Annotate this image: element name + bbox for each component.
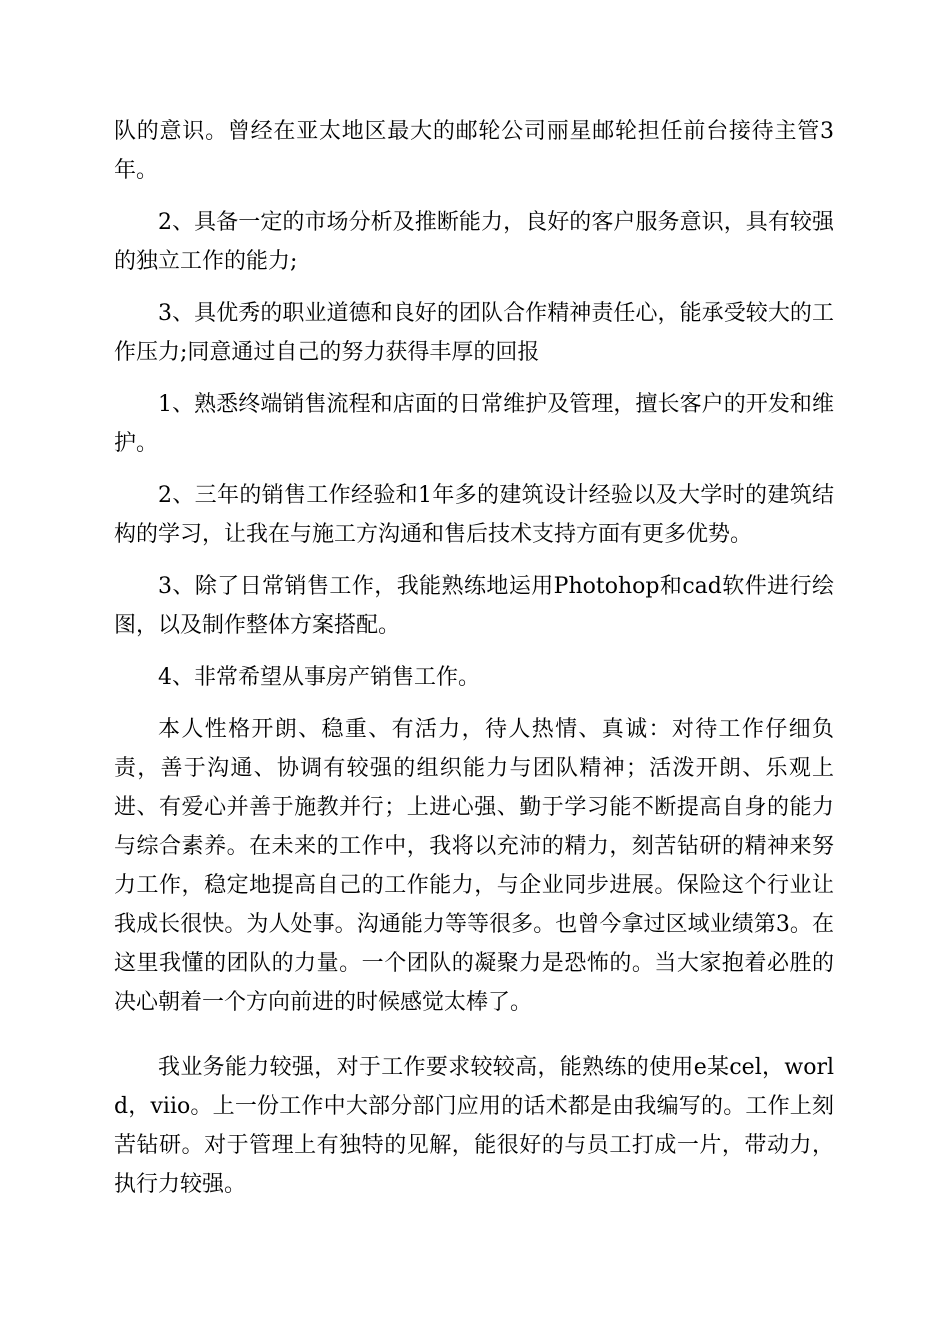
paragraph-continuation: 队的意识。曾经在亚太地区最大的邮轮公司丽星邮轮担任前台接待主管3年。 — [114, 119, 834, 183]
paragraph-item-2-sales-experience: 2、三年的销售工作经验和1年多的建筑设计经验以及大学时的建筑结构的学习，让我在与施工方沟通和售后技术支持方面有更多优势。 — [114, 483, 834, 547]
paragraph-item-4-real-estate: 4、非常希望从事房产销售工作。 — [158, 665, 480, 690]
paragraph-item-3-professional-ethics: 3、具优秀的职业道德和良好的团队合作精神责任心，能承受较大的工作压力;同意通过自己的努力获得丰厚的回报 — [114, 301, 834, 365]
paragraph-item-3-software-skills: 3、除了日常销售工作，我能熟练地运用Photohop和cad软件进行绘图，以及制作整体方案搭配。 — [114, 574, 834, 638]
paragraph-business-ability: 我业务能力较强，对于工作要求较较高，能熟练的使用e某cel，world，viio。上一份工作中大部分部门应用的话术都是由我编写的。工作上刻苦钻研。对于管理上有独特的见解，能很好的与员工打成一片，带动力，执行力较强。 — [114, 1055, 834, 1197]
document-body — [114, 112, 834, 1217]
paragraph-personality: 本人性格开朗、稳重、有活力，待人热情、真诚：对待工作仔细负责，善于沟通、协调有较强的组织能力与团队精神；活泼开朗、乐观上进、有爱心并善于施教并行；上进心强、勤于学习能不断提高自身的能力与综合素养。在未来的工作中，我将以充沛的精力，刻苦钻研的精神来努力工作，稳定地提高自己的工作能力，与企业同步进展。保险这个行业让我成长很快。为人处事。沟通能力等等很多。也曾今拿过区域业绩第3。在这里我懂的团队的力量。一个团队的凝聚力是恐怖的。当大家抱着必胜的决心朝着一个方向前进的时候感觉太棒了。 — [114, 717, 834, 1015]
paragraph-item-2-market-analysis: 2、具备一定的市场分析及推断能力，良好的客户服务意识，具有较强的独立工作的能力; — [114, 210, 834, 274]
paragraph-item-1-terminal-sales: 1、熟悉终端销售流程和店面的日常维护及管理，擅长客户的开发和维护。 — [114, 392, 834, 456]
